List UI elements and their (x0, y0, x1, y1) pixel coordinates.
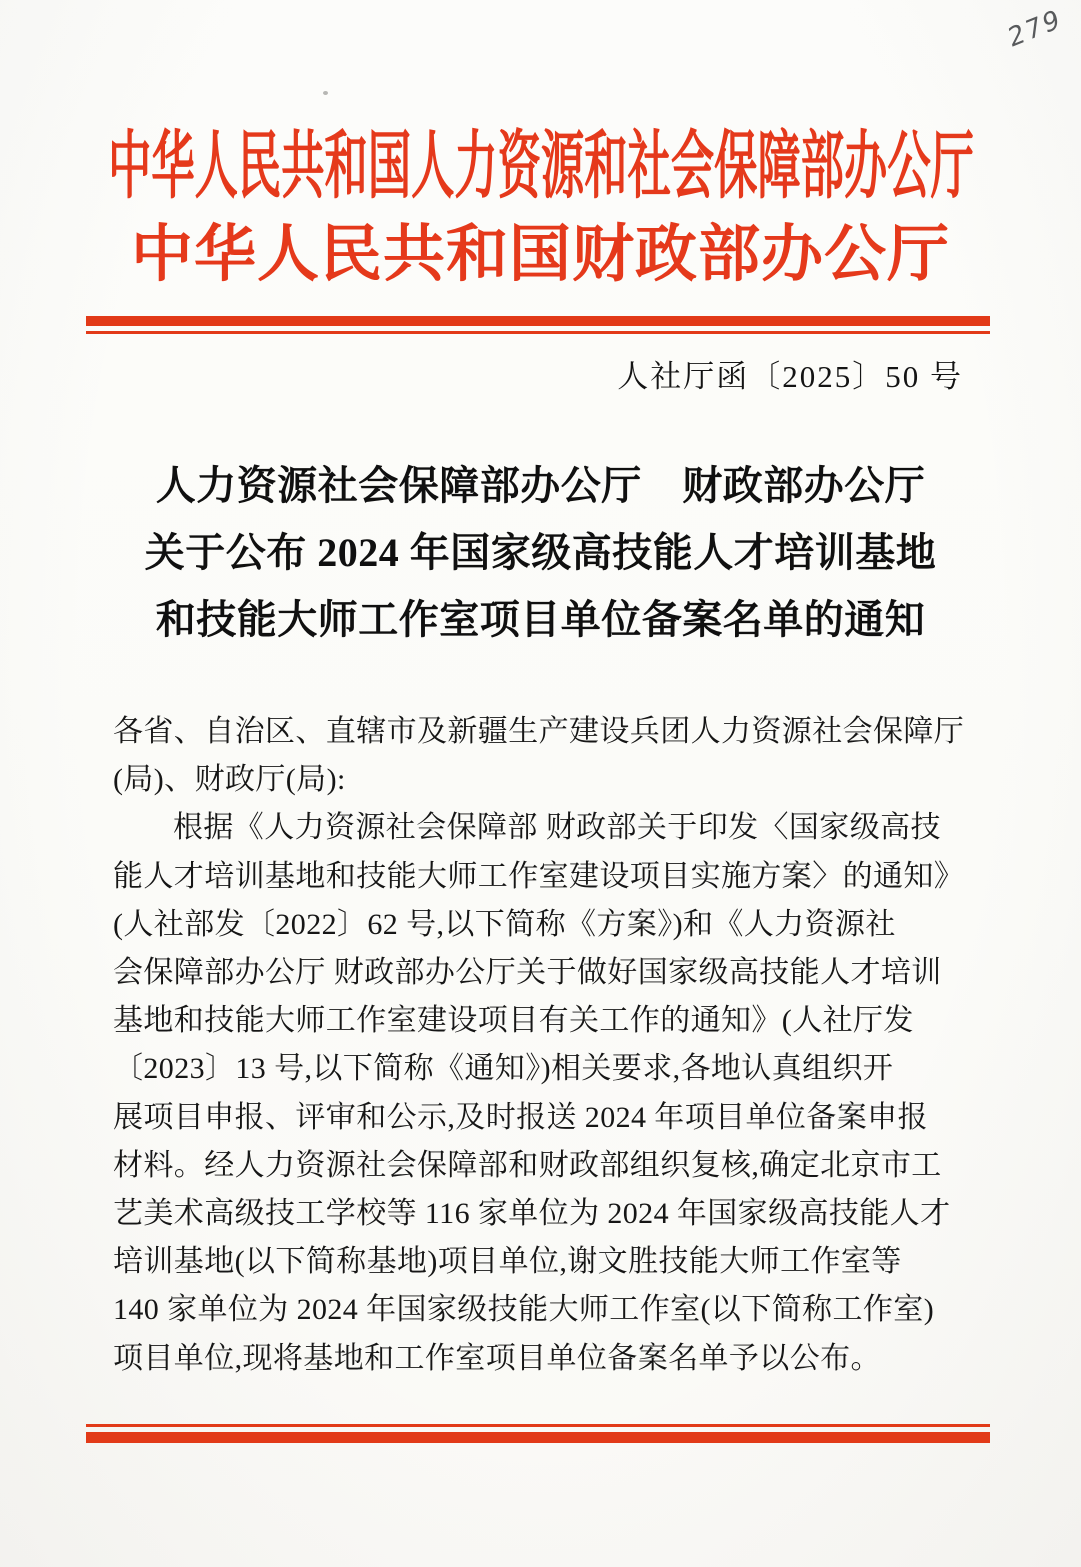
body-line: 基地和技能大师工作室建设项目有关工作的通知》(人社厅发 (113, 1004, 914, 1038)
body-line: 各省、自治区、直辖市及新疆生产建设兵团人力资源社会保障厅 (113, 715, 965, 748)
top-rule-thin (86, 331, 990, 334)
body-line: 材料。经人力资源社会保障部和财政部组织复核,确定北京市工 (113, 1148, 942, 1182)
body-line: (局)、财政厅(局): (113, 763, 346, 797)
title-line-1: 人力资源社会保障部办公厅 财政部办公厅 (155, 463, 926, 508)
letterhead-line-1 (0, 126, 1081, 208)
scan-artifact-speck (323, 91, 328, 95)
title-line-3: 和技能大师工作室项目单位备案名单的通知 (155, 597, 926, 642)
letterhead-line-2-text: 中华人民共和国财政部办公厅 (130, 221, 950, 289)
body-line: 140 家单位为 2024 年国家级技能大师工作室(以下简称工作室) (113, 1293, 935, 1327)
body-line: 展项目申报、评审和公示,及时报送 2024 年项目单位备案申报 (113, 1100, 928, 1134)
body-line: 〔2023〕13 号,以下简称《通知》)相关要求,各地认真组织开 (113, 1052, 894, 1086)
body-line: 根据《人力资源社会保障部 财政部关于印发〈国家级高技 (173, 811, 941, 845)
body-line: 艺美术高级技工学校等 116 家单位为 2024 年国家级高技能人才 (113, 1197, 951, 1231)
body-line: 培训基地(以下简称基地)项目单位,谢文胜技能大师工作室等 (113, 1245, 902, 1279)
body-line: 会保障部办公厅 财政部办公厅关于做好国家级高技能人才培训 (113, 956, 942, 990)
bottom-rule-thin (86, 1424, 990, 1427)
document-body (113, 708, 973, 1383)
body-line: (人社部发〔2022〕62 号,以下简称《方案》)和《人力资源社 (113, 907, 896, 941)
letterhead-line-1-text: 中华人民共和国人力资源和社会保障部办公厅 (107, 126, 974, 208)
body-line: 项目单位,现将基地和工作室项目单位备案名单予以公布。 (113, 1341, 881, 1375)
document-number: 人社厅函〔2025〕50 号 (617, 359, 963, 394)
document-title (0, 452, 1081, 653)
letterhead-line-2 (0, 221, 1081, 289)
handwritten-page-number: 279 (1006, 3, 1065, 55)
bottom-rule-thick (86, 1432, 990, 1443)
body-line: 能人才培训基地和技能大师工作室建设项目实施方案〉的通知》 (113, 859, 965, 893)
top-rule-thick (86, 316, 990, 326)
title-line-2: 关于公布 2024 年国家级高技能人才培训基地 (144, 530, 937, 575)
